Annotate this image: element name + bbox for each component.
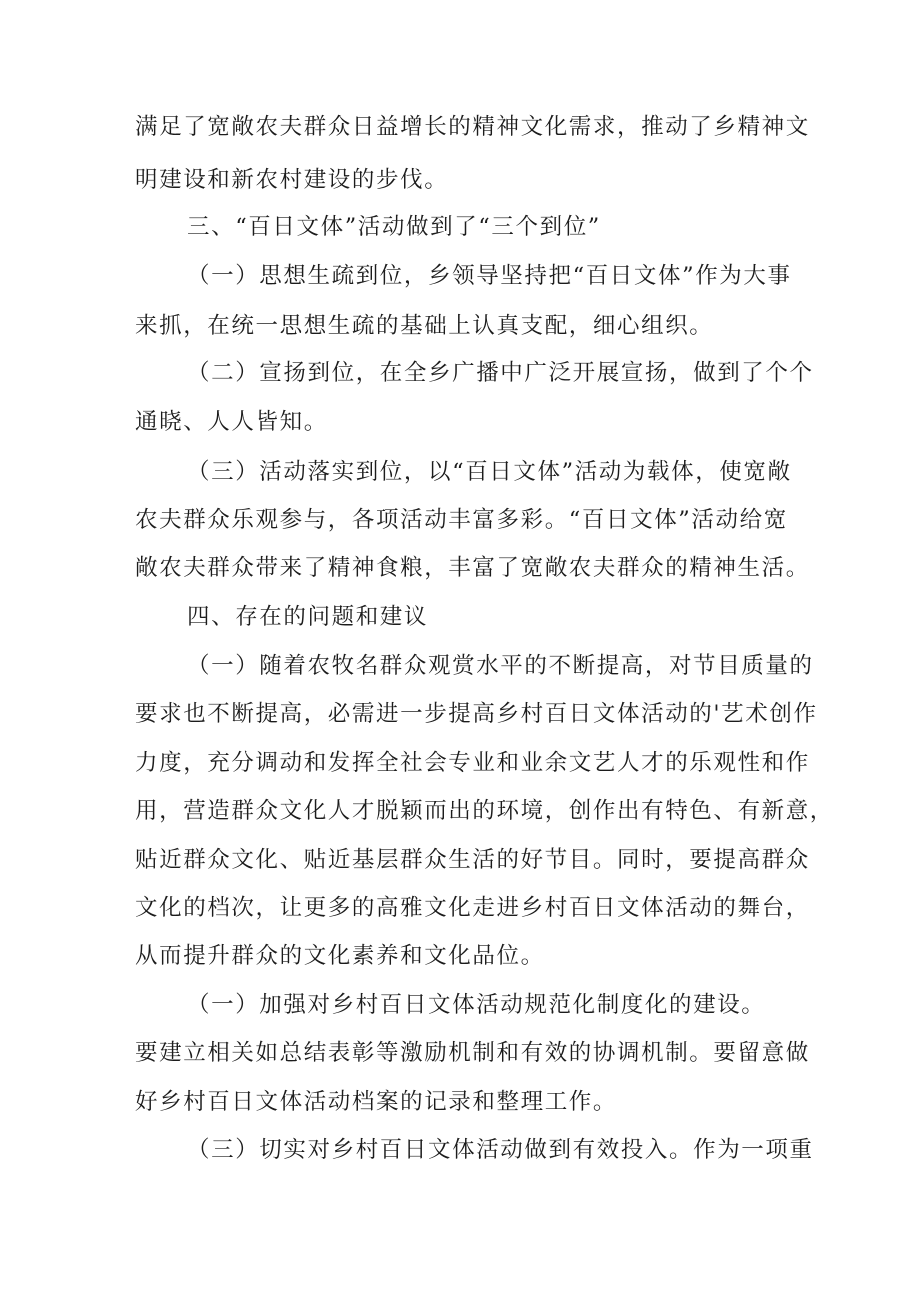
text-line: 从而提升群众的文化素养和文化品位。 — [135, 943, 545, 969]
section-heading: 三、“百日文体”活动做到了“三个到位” — [187, 214, 601, 240]
text-line: 贴近群众文化、贴近基层群众生活的好节目。同时，要提高群众 — [135, 847, 810, 873]
text-line: 来抓，在统一思想生疏的基础上认真支配，细心组织。 — [135, 313, 714, 339]
text-line: 好乡村百日文体活动档案的记录和整理工作。 — [135, 1089, 618, 1115]
text-line: 文化的档次，让更多的高雅文化走进乡村百日文体活动的舞台， — [135, 895, 810, 921]
text-line: （一）随着农牧名群众观赏水平的不断提高，对节目质量的 — [187, 653, 814, 679]
section-heading: 四、存在的问题和建议 — [187, 604, 429, 630]
text-line: 敞农夫群众带来了精神食粮，丰富了宽敞农夫群众的精神生活。 — [135, 555, 810, 581]
text-line: 力度，充分调动和发挥全社会专业和业余文艺人才的乐观性和作 — [135, 750, 810, 776]
text-line: 要建立相关如总结表彰等激励机制和有效的协调机制。要留意做 — [135, 1040, 810, 1066]
text-line: （三）活动落实到位，以“百日文体”活动为载体，使宽敞 — [187, 459, 792, 485]
text-line: 要求也不断提高，必需进一步提高乡村百日文体活动的'艺术创作 — [135, 701, 818, 727]
text-line: （二）宣扬到位，在全乡广播中广泛开展宣扬，做到了个个 — [187, 360, 814, 386]
text-line: 通晓、人人皆知。 — [135, 409, 328, 435]
text-line: （三）切实对乡村百日文体活动做到有效投入。作为一项重 — [187, 1137, 814, 1163]
text-line: 满足了宽敞农夫群众日益增长的精神文化需求，推动了乡精神文 — [135, 114, 810, 140]
text-line: 用，营造群众文化人才脱颖而出的环境，创作出有特色、有新意， — [135, 798, 834, 824]
text-line: （一）加强对乡村百日文体活动规范化制度化的建设。 — [187, 992, 766, 1018]
text-line: 农夫群众乐观参与，各项活动丰富多彩。“百日文体”活动给宽 — [135, 507, 788, 533]
text-line: 明建设和新农村建设的步伐。 — [135, 167, 449, 193]
text-line: （一）思想生疏到位，乡领导坚持把“百日文体”作为大事 — [187, 263, 792, 289]
